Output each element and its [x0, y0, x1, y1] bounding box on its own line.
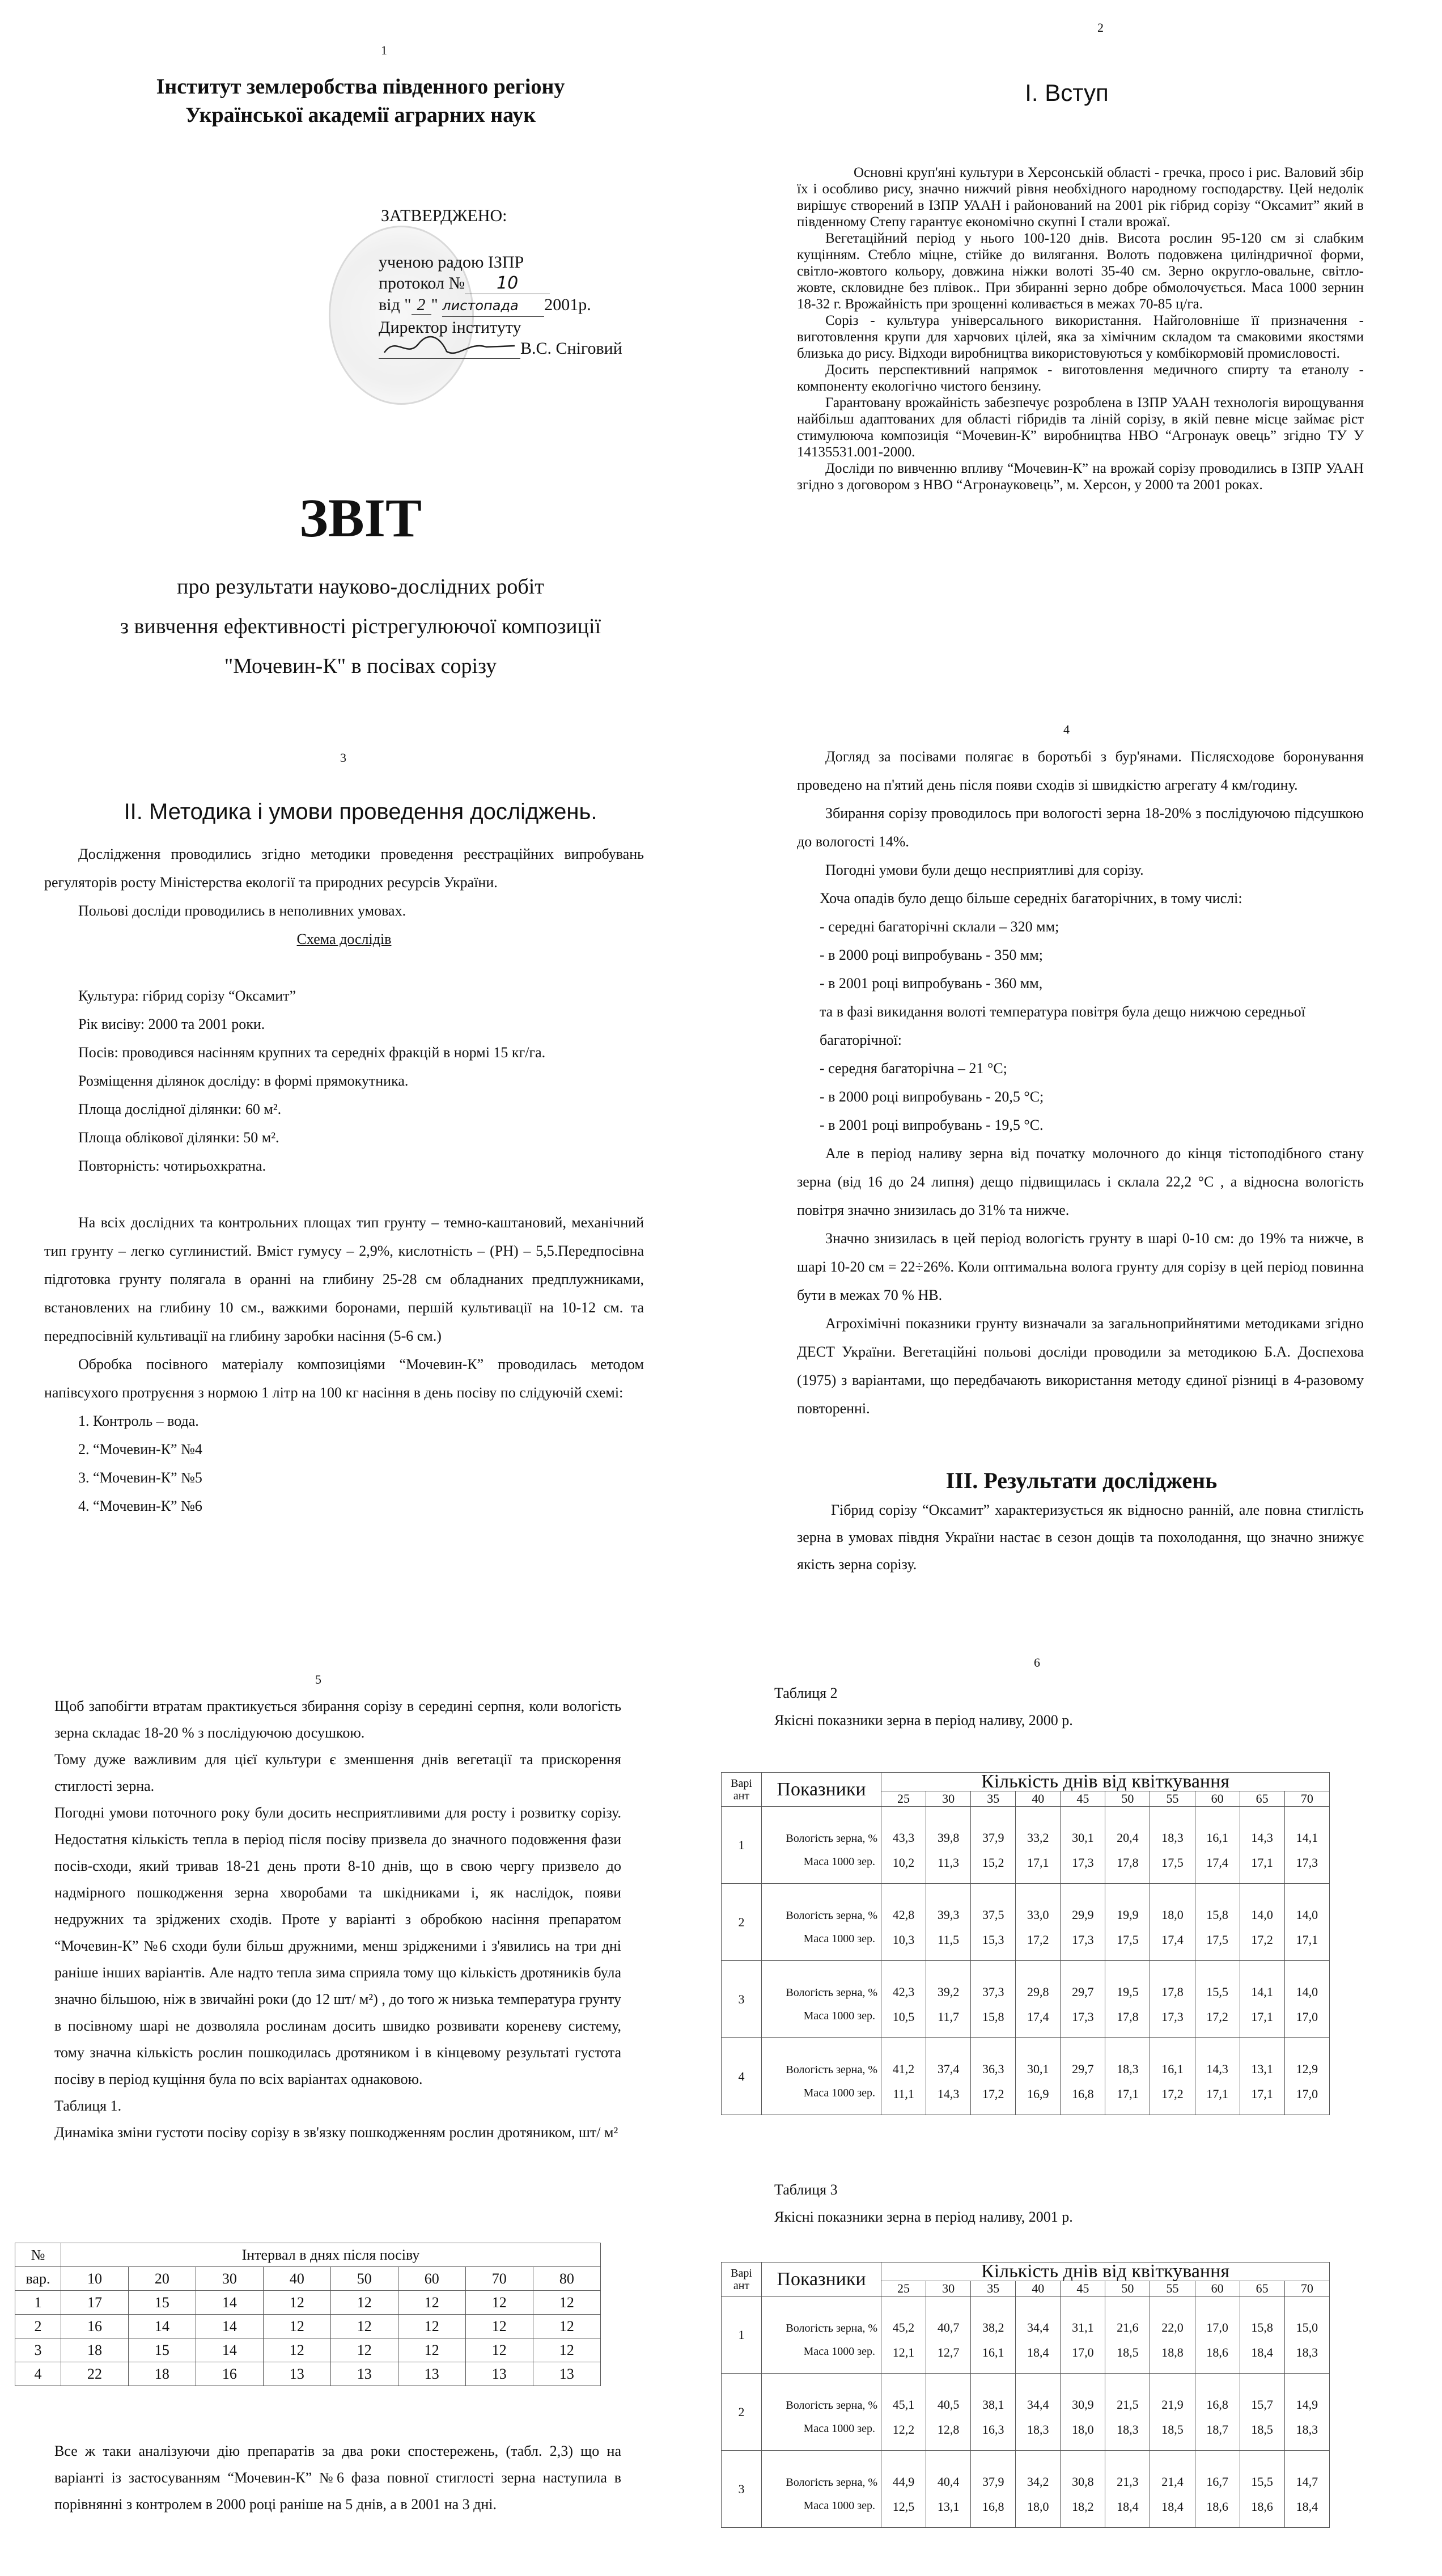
table-row [15, 2338, 601, 2362]
table-cell: 12,7 [926, 2335, 971, 2374]
page-4 [721, 714, 1442, 1593]
table-cell: 11,5 [926, 1922, 971, 1961]
table-cell: 18,4 [1150, 2489, 1195, 2528]
table-cell: 45,1 [881, 2374, 926, 2412]
signature-icon [379, 336, 520, 358]
table-cell: 17,1 [1016, 1845, 1061, 1884]
table-cell: 14,3 [1195, 2038, 1240, 2077]
table-cell: 2 [15, 2315, 61, 2338]
table-cell: 17,3 [1150, 1999, 1195, 2038]
table-header: 60 [1195, 2281, 1240, 2297]
table-cell: 12 [330, 2338, 398, 2362]
table-cell: 18,6 [1195, 2489, 1240, 2528]
table-caption: Таблиця 3 [774, 2181, 838, 2198]
table-cell: 43,3 [881, 1807, 926, 1845]
table-cell: 45,2 [881, 2297, 926, 2335]
table-header: 50 [1105, 1791, 1150, 1807]
table-cell: 17,0 [1284, 1999, 1329, 2038]
table-cell: 40,7 [926, 2297, 971, 2335]
table-cell: 12 [330, 2291, 398, 2315]
table-cell: 12 [398, 2315, 465, 2338]
table-cell: 44,9 [881, 2451, 926, 2489]
table-header: 40 [1016, 1791, 1061, 1807]
table-cell: 30,1 [1061, 1807, 1105, 1845]
table-cell: 4 [722, 2038, 762, 2115]
table-cell: 17,4 [1195, 1845, 1240, 1884]
table-row [722, 2412, 1330, 2451]
indicator-label: Вологість зерна, % [762, 2038, 881, 2077]
table-cell: 40,5 [926, 2374, 971, 2412]
table-header: 55 [1150, 2281, 1195, 2297]
table-cell: 18,0 [1150, 1884, 1195, 1922]
table-cell: 18,7 [1195, 2412, 1240, 2451]
table-cell: 18 [61, 2338, 129, 2362]
methodology-text: Дослідження проводились згідно методики проведення реєстраційних випробувань регуляторів росту Міністерства екології та природних ресурсів України. Польові досліди проводились в неполивних умовах. Схема дослідів Культура: гібрид сорізу “Оксамит” Рік висіву: 2000 та 2001 роки. Посів: проводився насінням крупних та середніх фракцій в нормі 15 кг/га. Розміщення ділянок досліду: в формі прямокутника. Площа дослідної ділянки: 60 м². Площа облікової ділянки: 50 м². Повторність: чотирьохкратна. На всіх дослідних та контрольних площах тип грунту – темно-каштановий, механічний тип грунту – легко суглинистий. Вміст гумусу – 2,9%, кислотність – (PH) – 5,5.Передпосівна підготовка грунту полягала в оранні на глибину 25-28 см обладнаних предплужниками, встановлених на глибину 10 см., важкими боронами, першій культивації на 10-12 см. та передпосівній культивації на глибину заробки насіння (5-6 см.) Обробка посівного матеріалу композиціями “Мочевин-К” проводилась методом напівсухого протруєння з нормою 1 літр на 100 кг насіння в день посіву по слідуючій схемі: 1. Контроль – вода. 2. “Мочевин-К” №4 3. “Мочевин-К” №5 4. “Мочевин-К” №6 [44, 840, 644, 1520]
table-cell: 15,2 [971, 1845, 1016, 1884]
table-cell: 22 [61, 2362, 129, 2386]
table-cell: 21,9 [1150, 2374, 1195, 2412]
table-cell: 18,6 [1195, 2335, 1240, 2374]
table-cell: 11,1 [881, 2077, 926, 2115]
page-2 [721, 0, 1442, 822]
table-cell: 34,4 [1016, 2297, 1061, 2335]
table-cell: 14,0 [1284, 1961, 1329, 1999]
table-cell: 13,1 [926, 2489, 971, 2528]
table-cell: 12 [398, 2338, 465, 2362]
table-cell: 17,1 [1240, 1999, 1284, 2038]
table-cell: 15 [128, 2338, 196, 2362]
table-cell: 17,2 [971, 2077, 1016, 2115]
table-cell: 14,9 [1284, 2374, 1329, 2412]
table-cell: 17,8 [1105, 1845, 1150, 1884]
table-cell: 14,0 [1284, 1884, 1329, 1922]
table-cell: 1 [722, 2297, 762, 2374]
table-cell: 12 [398, 2291, 465, 2315]
table-row [722, 2451, 1330, 2489]
table-header: 65 [1240, 1791, 1284, 1807]
indicator-label: Вологість зерна, % [762, 2374, 881, 2412]
table-cell: 29,9 [1061, 1884, 1105, 1922]
table-header: Показники [762, 1773, 881, 1807]
approved-label: ЗАТВЕРДЖЕНО: [381, 206, 507, 225]
director-signature [379, 341, 520, 359]
table-cell: 2 [722, 1884, 762, 1961]
table-cell: 16,1 [1150, 2038, 1195, 2077]
table-row [722, 1845, 1330, 1884]
table-cell: 37,9 [971, 1807, 1016, 1845]
table-cell: 1 [722, 1807, 762, 1884]
table-cell: 36,3 [971, 2038, 1016, 2077]
table-row [15, 2291, 601, 2315]
page-number: 2 [1097, 20, 1104, 35]
table-cell: 17,1 [1240, 1845, 1284, 1884]
table-row [722, 2038, 1330, 2077]
table-cell: 17,0 [1284, 2077, 1329, 2115]
results-text: Щоб запобігти втратам практикується збирання сорізу в середині серпня, коли вологість зерна складає 18-20 % з послідуючою досушкою. Тому дуже важливим для цієї культури є зменшення днів вегетації та прискорення стиглості зерна. Погодні умови поточного року були досить несприятливими для росту і розвитку сорізу. Недостатня кількість тепла в період після посіву призвела до значного подовження фази посів-сходи, який тривав 18-21 день проти 8-10 днів, що в свою чергу призвело до надмірного пошкодження зерна хворобами та шкідниками і, як наслідок, появи недружних та зріджених сходів. Проте у варіанті з обробкою насіння препаратом “Мочевин-К” №6 сходи були більш дружними, менш зрідженими і з'явились на три дні раніше інших варіантів. Але надто тепла зима сприяла тому що кількість дротяників була значно більшою, ніж в звичайні роки (до 12 шт/ м²) , до того ж низька температура грунту в посівному шарі не дозволяла рослинам досить швидко розвивати кореневу систему, тому значна кількість рослин пошкодилась дротяником і в кінцевому результаті густота посіву в період кущіння була по всіх варіантах однаковою. Таблиця 1. Динаміка зміни густоти посіву сорізу в зв'язку пошкодженням рослин дротяником, шт/ м² [54, 1693, 621, 2146]
table-cell: 14 [196, 2338, 263, 2362]
indicator-label: Вологість зерна, % [762, 2451, 881, 2489]
intro-text: Основні круп'яні культури в Херсонській області - гречка, просо і рис. Валовий збір їх і особливо рису, значно нижчий рівня необхідного народному господарству. Цей недолік вирішує створений в ІЗПР УААН і районований на 2001 рік гібрид сорізу “Оксамит” який в південному Степу гарантує економічно скупні І стали врожаї. Вегетаційний період у нього 100-120 днів. Висота рослин 95-120 см зі слабким кущінням. Стебло міцне, стійке до вилягання. Волоть подовжена циліндричної форми, світло-жовтого кольору, довжина ніжки волоті 35-40 см. Зерно округло-овальне, світло-жовте, скловидне без плівок.. При збиранні зерно добре обмолочується. Маса 1000 зернин 18-32 г. Врожайність при зрощенні коливається в межах 70-85 ц/га. Соріз - культура універсального використання. Найголовніше її призначення - виготовлення крупи для харчових цілей, яка за хімічним складом та смаковими якостями близька до рису. Відходи виробництва використовуються у комбікормовій промисловості. Досить перспективний напрямок - виготовлення медичного спирту та етанолу - компоненту екологічно чистого бензину. Гарантовану врожайність забезпечує розроблена в ІЗПР УААН технологія вирощування найбільш адаптованих для області гібридів та ліній сорізу, в якій певне місце займає ріст стимулюючa композиція “Мочевин-К” виробництва НВО “Агронаук овець” згідно ТУ У 14135531.001-2000. Досліди по вивченню впливу “Мочевин-К” на врожай сорізу проводились в ІЗПР УААН згідно з договором з НВО “Агронауковець”, м. Херсон, у 2000 та 2001 роках. [797, 165, 1364, 493]
table-header: 35 [971, 1791, 1016, 1807]
table-cell: 14,1 [1284, 1807, 1329, 1845]
table-cell: 12 [533, 2315, 600, 2338]
table-cell: 3 [722, 1961, 762, 2038]
table-header-row [722, 2263, 1330, 2281]
table-cell: 16 [196, 2362, 263, 2386]
table-cell: 30,1 [1016, 2038, 1061, 2077]
table-cell: 37,3 [971, 1961, 1016, 1999]
table-cell: 16,7 [1195, 2451, 1240, 2489]
table-cell: 12,2 [881, 2412, 926, 2451]
table-cell: 15,3 [971, 1922, 1016, 1961]
table-cell: 3 [722, 2451, 762, 2528]
table-cell: 15,8 [1240, 2297, 1284, 2335]
table-cell: 38,2 [971, 2297, 1016, 2335]
table-header: Показники [762, 2263, 881, 2297]
table-cell: 16,9 [1016, 2077, 1061, 2115]
table-cell: 15,5 [1240, 2451, 1284, 2489]
table-cell: 12 [533, 2291, 600, 2315]
table-cell: 17 [61, 2291, 129, 2315]
table-cell: 18,3 [1105, 2038, 1150, 2077]
table-cell: 1 [15, 2291, 61, 2315]
t1-body [15, 2291, 601, 2386]
table-header-row [722, 1773, 1330, 1791]
table-row [722, 1807, 1330, 1845]
table-cell: 14,7 [1284, 2451, 1329, 2489]
table-cell: 18,3 [1284, 2412, 1329, 2451]
table-cell: 38,1 [971, 2374, 1016, 2412]
table-header: 25 [881, 1791, 926, 1807]
table-cell: 12 [330, 2315, 398, 2338]
conclusion-text: Все ж таки аналізуючи дію препаратів за два роки спостережень, (табл. 2,3) що на варіанті із застосуванням “Мочевин-К” №6 фаза повної стиглості зерна наступила в порівнянні з контролем в 2000 році раніше на 5 днів, а в 2001 на 3 дні. [54, 2443, 621, 2513]
list-item: 4. “Мочевин-К” №6 [78, 1498, 202, 1514]
table-cell: 37,5 [971, 1884, 1016, 1922]
table-cell: 37,9 [971, 2451, 1016, 2489]
table-header: 45 [1061, 1791, 1105, 1807]
table-header: Кількість днів від квіткування [881, 2263, 1330, 2281]
table-header: Варі ант [722, 1773, 762, 1807]
table-cell: 18,4 [1016, 2335, 1061, 2374]
table-caption: Таблиця 1. [54, 2098, 122, 2114]
table-1: № Інтервал в днях після посіву вар. 10 20 30 40 50 60 70 80 1 17 15 14 12 12 12 12 12 2 16 14 14 12 12 12 12 12 3 18 15 14 12 12 12 12 12 4 22 18 16 13 13 13 13 13 [15, 2243, 601, 2386]
table-header: 70 [1284, 1791, 1329, 1807]
table-cell: 12,1 [881, 2335, 926, 2374]
table-cell: 17,3 [1061, 1845, 1105, 1884]
table-cell: 13 [330, 2362, 398, 2386]
table-cell: 12,8 [926, 2412, 971, 2451]
table-cell: 39,3 [926, 1884, 971, 1922]
table-cell: 41,2 [881, 2038, 926, 2077]
table-cell: 17,5 [1105, 1922, 1150, 1961]
table-cell: 13,1 [1240, 2038, 1284, 2077]
table-cell: 18,4 [1105, 2489, 1150, 2528]
table-cell: 12,9 [1284, 2038, 1329, 2077]
table-row [722, 1961, 1330, 1999]
table-cell: 12 [465, 2338, 533, 2362]
section-heading: I. Вступ [1025, 79, 1109, 106]
table-cell: 12 [263, 2291, 330, 2315]
table-cell: 17,2 [1195, 1999, 1240, 2038]
table-cell: 18,5 [1105, 2335, 1150, 2374]
table-cell: 10,2 [881, 1845, 926, 1884]
table-cell: 30,9 [1061, 2374, 1105, 2412]
table-row [15, 2315, 601, 2338]
table-cell: 11,7 [926, 1999, 971, 2038]
table-cell: 29,7 [1061, 1961, 1105, 1999]
indicator-label: Вологість зерна, % [762, 1961, 881, 1999]
page-number: 3 [340, 751, 346, 765]
table-cell: 40,4 [926, 2451, 971, 2489]
table-cell: 17,1 [1240, 2077, 1284, 2115]
approval-block: ученою радою ІЗПР протокол № 10 від " 2 " листопада 2001р. Директор інституту В.С. Сніговий [379, 253, 622, 358]
table-cell: 21,5 [1105, 2374, 1150, 2412]
table-header-row: вар. 10 20 30 40 50 60 70 80 [15, 2267, 601, 2291]
table-cell: 18 [128, 2362, 196, 2386]
indicator-label: Вологість зерна, % [762, 2297, 881, 2335]
table-cell: 13 [398, 2362, 465, 2386]
report-subtitle: про результати науково-дослідних робіт з вивчення ефективності рістрегулюючої композиції "Мочевин-К" в посівах сорізу [120, 575, 601, 678]
table-cell: 18,5 [1240, 2412, 1284, 2451]
table-cell: 39,8 [926, 1807, 971, 1845]
table-cell: 12 [465, 2291, 533, 2315]
indicator-label: Маса 1000 зер. [762, 2335, 881, 2374]
table-row [15, 2362, 601, 2386]
table-cell: 18,8 [1150, 2335, 1195, 2374]
table-cell: 21,6 [1105, 2297, 1150, 2335]
table-cell: 19,5 [1105, 1961, 1150, 1999]
table-header: 55 [1150, 1791, 1195, 1807]
table-cell: 13 [263, 2362, 330, 2386]
table-cell: 17,1 [1105, 2077, 1150, 2115]
table-cell: 17,5 [1150, 1845, 1195, 1884]
list-item: 3. “Мочевин-К” №5 [78, 1469, 202, 1486]
table-cell: 12 [533, 2338, 600, 2362]
page-6 [721, 1644, 1442, 2574]
indicator-label: Вологість зерна, % [762, 1884, 881, 1922]
table-caption: Таблиця 2 [774, 1685, 838, 1701]
table-cell: 14,3 [1240, 1807, 1284, 1845]
table-row [722, 2489, 1330, 2528]
table-cell: 33,2 [1016, 1807, 1061, 1845]
indicator-label: Маса 1000 зер. [762, 2077, 881, 2115]
table-cell: 31,1 [1061, 2297, 1105, 2335]
table-cell: 11,3 [926, 1845, 971, 1884]
table-3 [721, 2262, 1330, 2528]
page-number: 5 [315, 1672, 321, 1687]
report-title: ЗВІТ [299, 488, 422, 548]
table-cell: 14,1 [1240, 1961, 1284, 1999]
list-item: 1. Контроль – вода. [78, 1413, 199, 1429]
table-cell: 17,4 [1016, 1999, 1061, 2038]
table-cell: 12 [263, 2315, 330, 2338]
table-cell: 15,8 [1195, 1884, 1240, 1922]
table-cell: 15,7 [1240, 2374, 1284, 2412]
table-cell: 13 [465, 2362, 533, 2386]
table-header: 70 [1284, 2281, 1329, 2297]
table-cell: 17,8 [1105, 1999, 1150, 2038]
indicator-label: Маса 1000 зер. [762, 2412, 881, 2451]
table-cell: 14 [196, 2291, 263, 2315]
table-cell: 15,8 [971, 1999, 1016, 2038]
table-cell: 17,2 [1150, 2077, 1195, 2115]
page-1 [0, 0, 721, 822]
table-cell: 33,0 [1016, 1884, 1061, 1922]
table-cell: 37,4 [926, 2038, 971, 2077]
table-cell: 17,4 [1150, 1922, 1195, 1961]
table-cell: 18,0 [1061, 2412, 1105, 2451]
table-header: 30 [926, 1791, 971, 1807]
table-header: Інтервал в днях після посіву [61, 2243, 601, 2267]
table-cell: 18,3 [1284, 2335, 1329, 2374]
table-cell: 18,4 [1240, 2335, 1284, 2374]
table-cell: 17,1 [1284, 1922, 1329, 1961]
table-cell: 42,3 [881, 1961, 926, 1999]
table-cell: 42,8 [881, 1884, 926, 1922]
page-number: 6 [1034, 1655, 1040, 1670]
indicator-label: Маса 1000 зер. [762, 1845, 881, 1884]
table-cell: 34,4 [1016, 2374, 1061, 2412]
page-number: 1 [381, 43, 387, 57]
weather-text: Догляд за посівами полягає в боротьбі з бур'янами. Післясходове боронування проведено на п'ятий день після появи сходів зі швидкістю агрегату 4 км/годину. Збирання сорізу проводилось при вологості зерна 18-20% з послідуючою підсушкою до вологості 14%. Погодні умови були дещо несприятливі для сорізу. Хоча опадів було дещо більше середніх багаторічних, в тому числі: - середні багаторічні склали – 320 мм; - в 2000 році випробувань - 350 мм; - в 2001 році випробувань - 360 мм, та в фазі викидання волоті температура повітря була дещо нижчою середньої багаторічної: - середня багаторічна – 21 °С; - в 2000 році випробувань - 20,5 °С; - в 2001 році випробувань - 19,5 °С. Але в період наливу зерна від початку молочного до кінця тістоподібного стану зерна (від 16 до 24 липня) дещо підвищилась і склала 22,2 °С , а відносна вологість повітря значно знизилась до 31% та нижче. Значно знизилась в цей період вологість грунту в шарі 0-10 см: до 19% та нижче, в шарі 10-20 см = 22÷26%. Коли оптимальна волога грунту для сорізу в цей період повинна бути в межах 70 % НВ. Агрохімічні показники грунту визначали за загальноприйнятими методиками згідно ДЕСТ України. Вегетаційні польові досліди проводили за методикою Б.А. Доспехова (1975) з варіантами, що передбачають використання методу єдиної різниці в 4-разовому повторенні. [797, 748, 1364, 1417]
table-row [722, 2374, 1330, 2412]
table-cell: 34,2 [1016, 2451, 1061, 2489]
table-header: 45 [1061, 2281, 1105, 2297]
table-cell: 39,2 [926, 1961, 971, 1999]
indicator-label: Вологість зерна, % [762, 1807, 881, 1845]
indicator-label: Маса 1000 зер. [762, 1999, 881, 2038]
page-5 [0, 1644, 721, 2574]
table-cell: 14,3 [926, 2077, 971, 2115]
table-cell: 29,8 [1016, 1961, 1061, 1999]
table-header: 60 [1195, 1791, 1240, 1807]
section-heading: II. Методика і умови проведення досліджень. [124, 799, 597, 824]
page-number: 4 [1063, 722, 1070, 736]
table-row [722, 1999, 1330, 2038]
table-cell: 17,1 [1195, 2077, 1240, 2115]
table-row [722, 2335, 1330, 2374]
table-cell: 18,4 [1284, 2489, 1329, 2528]
table-cell: 21,4 [1150, 2451, 1195, 2489]
table-2 [721, 1772, 1330, 2115]
table-cell: 16,8 [1195, 2374, 1240, 2412]
table-cell: 15,5 [1195, 1961, 1240, 1999]
table-cell: 18,6 [1240, 2489, 1284, 2528]
table-header: Варі ант [722, 2263, 762, 2297]
table-cell: 16,8 [971, 2489, 1016, 2528]
table-header: 25 [881, 2281, 926, 2297]
list-item: 2. “Мочевин-К” №4 [78, 1441, 202, 1458]
page-3 [0, 743, 721, 1593]
table-cell: 12 [465, 2315, 533, 2338]
results-intro: Гібрид сорізу “Оксамит” характеризується як відносно ранній, але повна стиглість зерна в умовах півдня України настає в сезон дощів та похолодання, що значно знижує якість зерна сорізу. [797, 1502, 1364, 1573]
table-row [722, 2077, 1330, 2115]
table-cell: 4 [15, 2362, 61, 2386]
institute-name: Інститут землеробства південного регіону Української академії аграрних наук [156, 75, 565, 127]
table-header: 30 [926, 2281, 971, 2297]
table-cell: 15,0 [1284, 2297, 1329, 2335]
table-header: 35 [971, 2281, 1016, 2297]
table-cell: 22,0 [1150, 2297, 1195, 2335]
protocol-number: 10 [465, 273, 550, 294]
table-cell: 19,9 [1105, 1884, 1150, 1922]
table-cell: 17,3 [1061, 1999, 1105, 2038]
table-header: 40 [1016, 2281, 1061, 2297]
table-cell: 17,0 [1195, 2297, 1240, 2335]
table-cell: 16,8 [1061, 2077, 1105, 2115]
table-cell: 17,5 [1195, 1922, 1240, 1961]
table-row [722, 1922, 1330, 1961]
table-cell: 17,2 [1016, 1922, 1061, 1961]
table-cell: 16,3 [971, 2412, 1016, 2451]
indicator-label: Маса 1000 зер. [762, 2489, 881, 2528]
table-cell: 12 [263, 2338, 330, 2362]
table-cell: 17,8 [1150, 1961, 1195, 1999]
table-cell: 29,7 [1061, 2038, 1105, 2077]
table-title: Динаміка зміни густоти посіву сорізу в зв'язку пошкодженням рослин дротяником, шт/ м² [54, 2124, 618, 2141]
table-row [722, 1884, 1330, 1922]
table-cell: 30,8 [1061, 2451, 1105, 2489]
table-cell: 18,5 [1150, 2412, 1195, 2451]
table-cell: 14 [196, 2315, 263, 2338]
table-cell: 2 [722, 2374, 762, 2451]
table-cell: 13 [533, 2362, 600, 2386]
table-cell: 10,3 [881, 1922, 926, 1961]
scheme-heading: Схема дослідів [296, 931, 392, 947]
table-cell: 3 [15, 2338, 61, 2362]
table-header: Кількість днів від квіткування [881, 1773, 1330, 1791]
table-cell: 16,1 [971, 2335, 1016, 2374]
table-cell: 21,3 [1105, 2451, 1150, 2489]
table-title: Якісні показники зерна в період наливу, 2001 р. [774, 2209, 1073, 2225]
table-cell: 15 [128, 2291, 196, 2315]
table-cell: 14 [128, 2315, 196, 2338]
table-row [722, 2297, 1330, 2335]
table-cell: 12,5 [881, 2489, 926, 2528]
table-cell: 14,0 [1240, 1884, 1284, 1922]
table-cell: 17,2 [1240, 1922, 1284, 1961]
table-cell: 18,3 [1105, 2412, 1150, 2451]
table-cell: 18,3 [1016, 2412, 1061, 2451]
table-cell: 17,0 [1061, 2335, 1105, 2374]
table-cell: 18,2 [1061, 2489, 1105, 2528]
table-cell: 17,3 [1284, 1845, 1329, 1884]
section-heading: III. Результати досліджень [945, 1468, 1218, 1493]
table-cell: 16,1 [1195, 1807, 1240, 1845]
table-header: 50 [1105, 2281, 1150, 2297]
table-cell: 18,0 [1016, 2489, 1061, 2528]
table-cell: 16 [61, 2315, 129, 2338]
table-cell: 10,5 [881, 1999, 926, 2038]
table-cell: 17,3 [1061, 1922, 1105, 1961]
table-cell: 18,3 [1150, 1807, 1195, 1845]
table-header: 65 [1240, 2281, 1284, 2297]
table-cell: 20,4 [1105, 1807, 1150, 1845]
indicator-label: Маса 1000 зер. [762, 1922, 881, 1961]
table-title: Якісні показники зерна в період наливу, 2000 р. [774, 1712, 1073, 1728]
